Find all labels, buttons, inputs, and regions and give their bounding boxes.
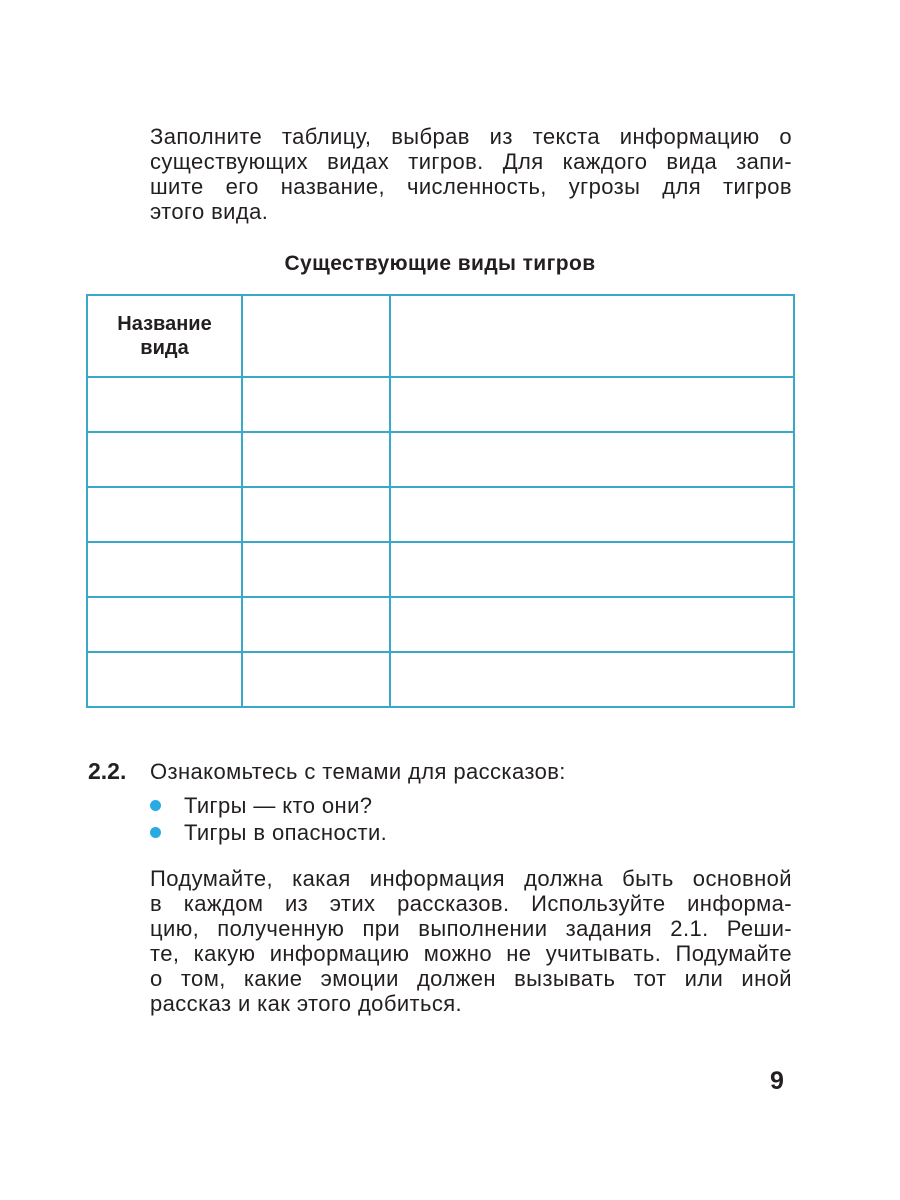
tiger-species-table — [86, 294, 795, 708]
table-cell[interactable] — [87, 487, 242, 542]
header-label: Название — [117, 313, 212, 335]
instruction-paragraph — [150, 866, 792, 1016]
table-row — [87, 487, 794, 542]
list-item — [150, 792, 387, 819]
list-item — [150, 819, 387, 846]
paragraph-line: о том, какие эмоции должен вызывать тот или иной — [150, 966, 792, 991]
header-cell-species-name — [87, 295, 242, 377]
intro-line: этого вида. — [150, 199, 269, 224]
table-cell[interactable] — [390, 487, 794, 542]
paragraph-line: рассказ и как этого добиться. — [150, 991, 463, 1016]
table-cell[interactable] — [87, 432, 242, 487]
table-row — [87, 377, 794, 432]
task-instruction: Ознакомьтесь с темами для рассказов: — [150, 759, 566, 784]
table-cell[interactable] — [87, 377, 242, 432]
table-cell[interactable] — [390, 377, 794, 432]
table-cell[interactable] — [390, 542, 794, 597]
table-row — [87, 432, 794, 487]
header-cell-blank[interactable] — [242, 295, 390, 377]
table-cell[interactable] — [242, 652, 390, 707]
table-cell[interactable] — [87, 597, 242, 652]
topic-text: Тигры — кто они? — [184, 793, 373, 818]
table-row — [87, 652, 794, 707]
table-cell[interactable] — [390, 432, 794, 487]
table-row — [87, 597, 794, 652]
table-cell[interactable] — [242, 597, 390, 652]
header-label: вида — [140, 337, 189, 359]
table-cell[interactable] — [390, 652, 794, 707]
table-cell[interactable] — [242, 432, 390, 487]
topic-text: Тигры в опасности. — [184, 820, 388, 845]
topic-list — [150, 792, 387, 846]
bullet-dot-icon — [150, 827, 161, 838]
table-cell[interactable] — [242, 487, 390, 542]
table-cell[interactable] — [242, 377, 390, 432]
table-cell[interactable] — [390, 597, 794, 652]
table-cell[interactable] — [242, 542, 390, 597]
paragraph-line: цию, полученную при выполнении задания 2.1. Реши- — [150, 916, 792, 941]
table-row — [87, 542, 794, 597]
intro-line: шите его название, численность, угрозы для тигров — [150, 174, 792, 199]
header-cell-blank[interactable] — [390, 295, 794, 377]
table-header-row — [87, 295, 794, 377]
intro-line: существующих видах тигров. Для каждого вида запи- — [150, 149, 792, 174]
bullet-dot-icon — [150, 800, 161, 811]
intro-line: Заполните таблицу, выбрав из текста информацию о — [150, 124, 792, 149]
paragraph-line: в каждом из этих рассказов. Используйте информа- — [150, 891, 792, 916]
page-number: 9 — [770, 1067, 784, 1095]
task-number: 2.2. — [88, 758, 127, 784]
intro-paragraph — [150, 124, 792, 224]
table-cell[interactable] — [87, 542, 242, 597]
table-title: Существующие виды тигров — [284, 252, 596, 275]
paragraph-line: Подумайте, какая информация должна быть основной — [150, 866, 792, 891]
table-cell[interactable] — [87, 652, 242, 707]
paragraph-line: те, какую информацию можно не учитывать. Подумайте — [150, 941, 792, 966]
